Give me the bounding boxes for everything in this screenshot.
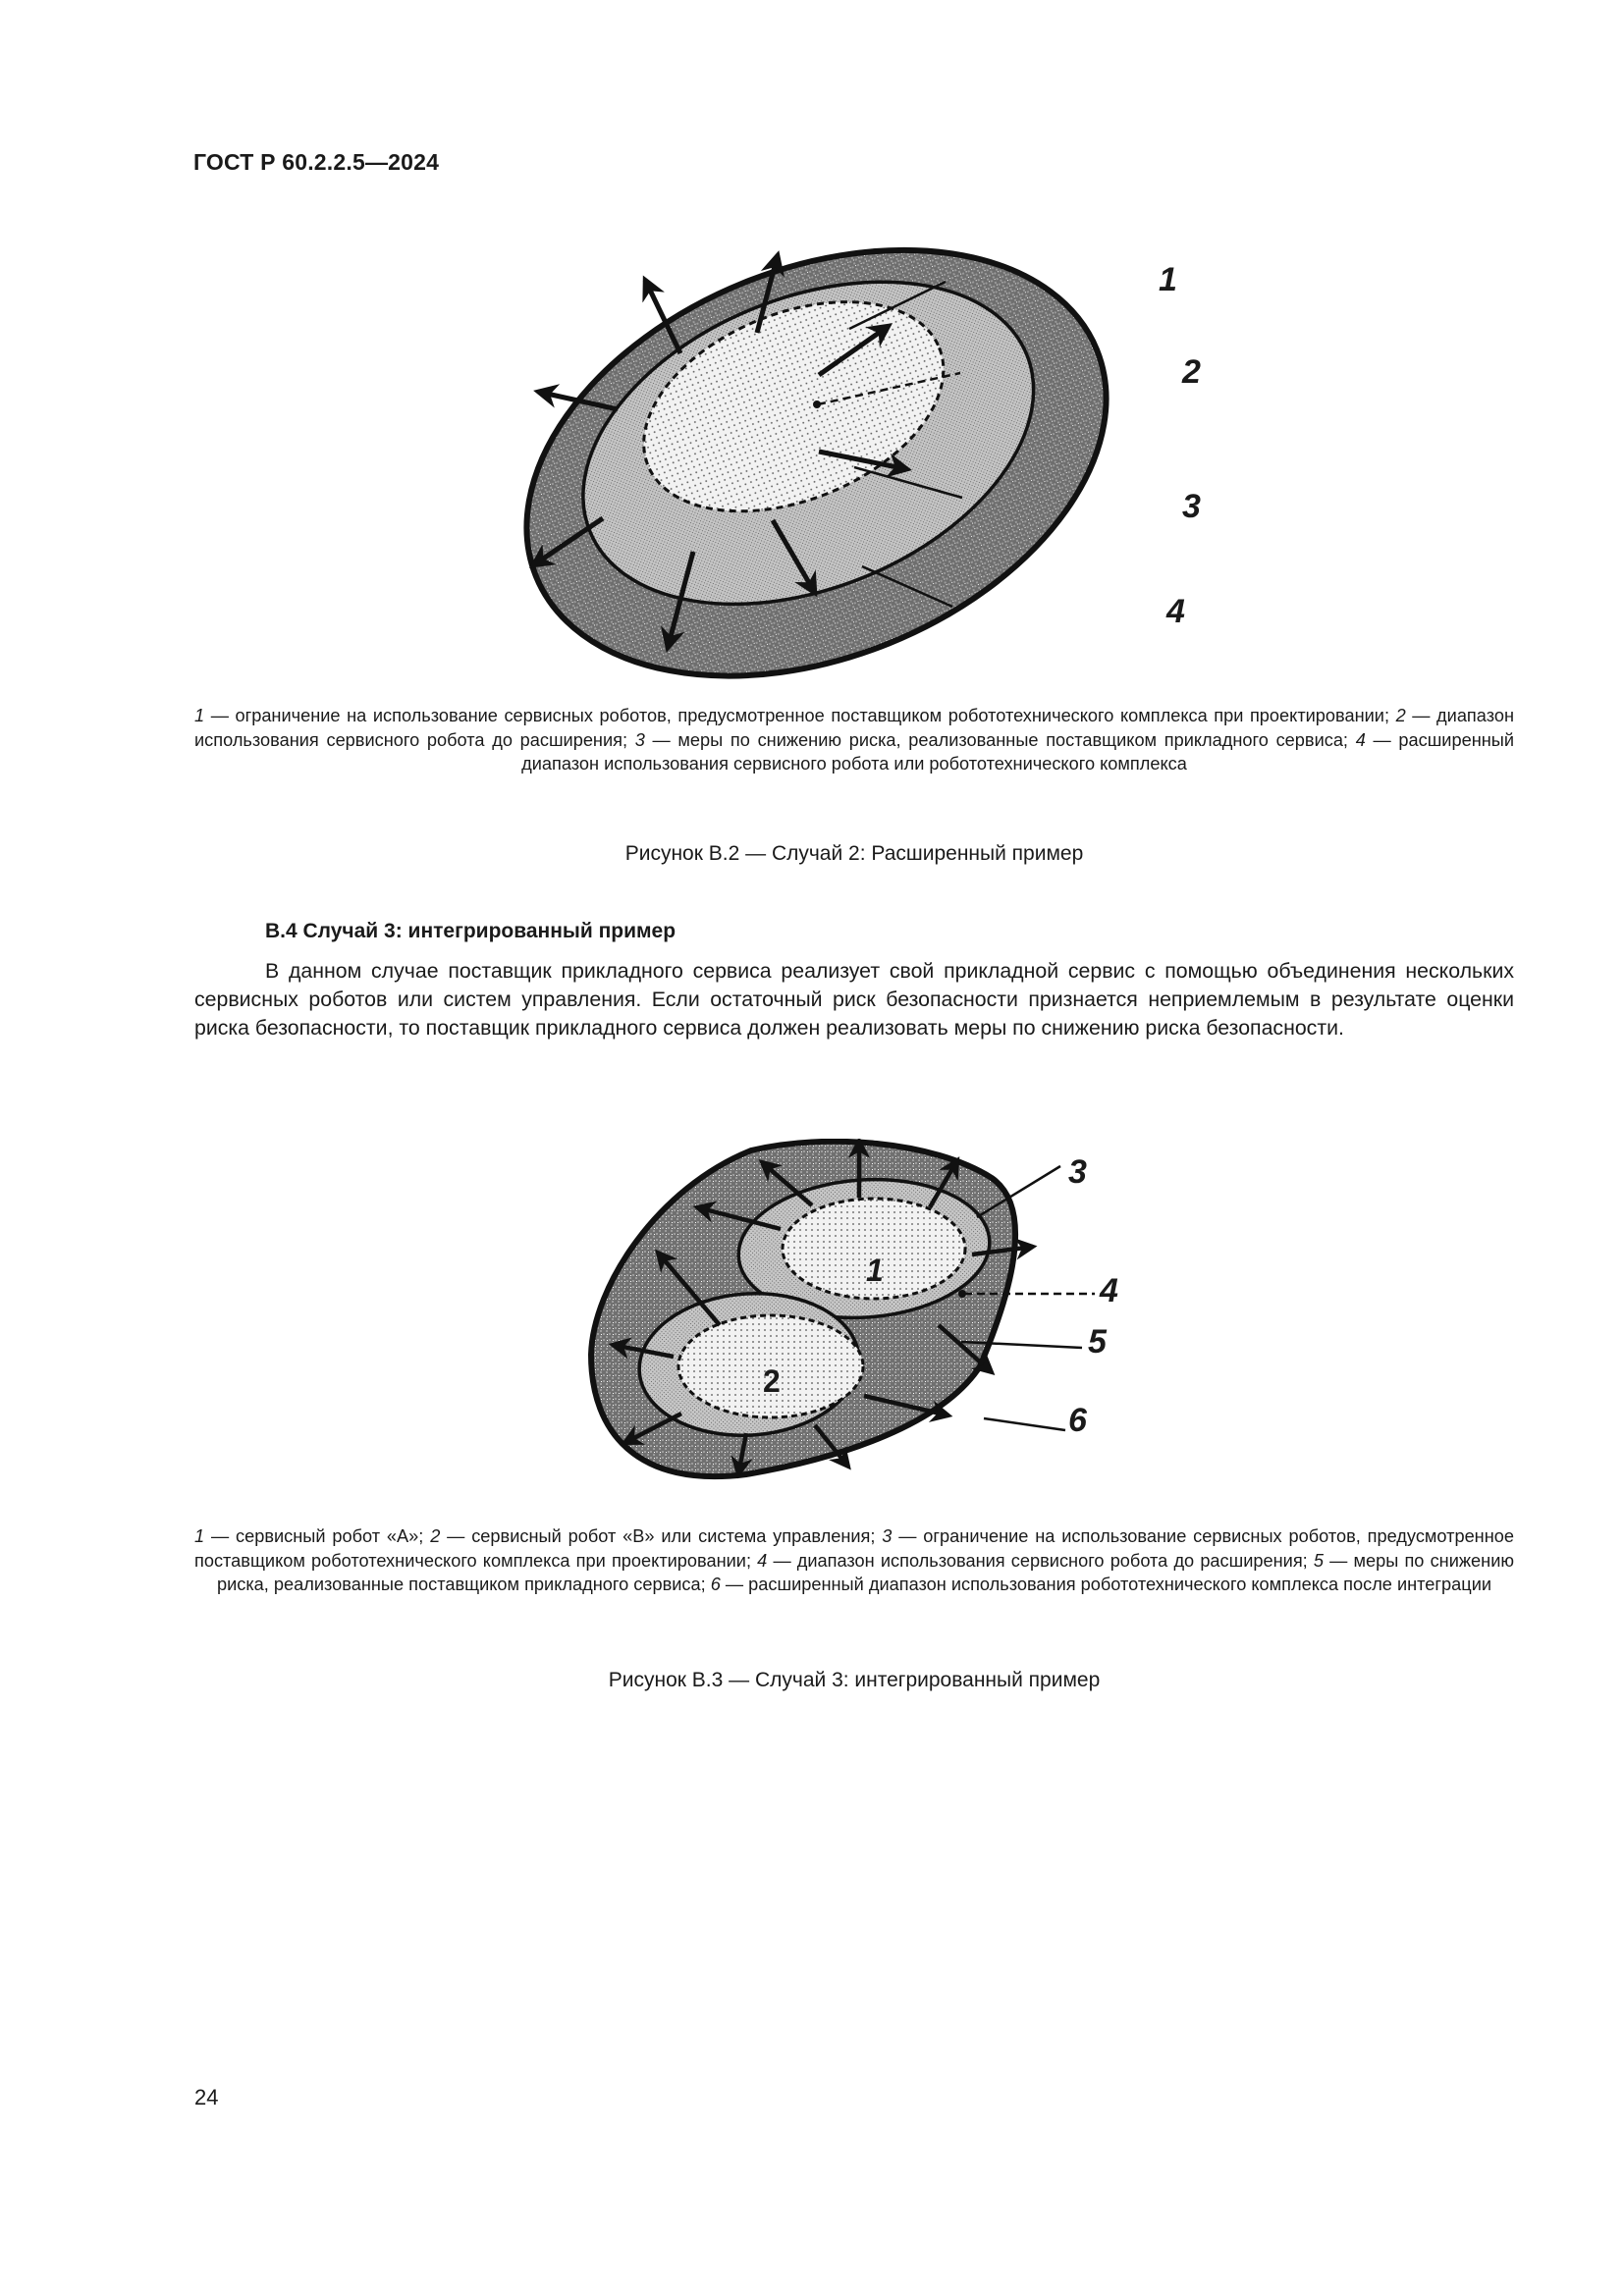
legend-num: 1 (194, 706, 205, 725)
figure-b2-caption: Рисунок В.2 — Случай 2: Расширенный пример (624, 842, 1084, 865)
legend-num: 5 (1313, 1550, 1325, 1571)
point-marker (813, 400, 821, 408)
figure-b3-diagram (579, 1139, 1149, 1502)
legend-num: 2 (1395, 706, 1406, 725)
leader-line-6 (984, 1418, 1065, 1430)
legend-num: 6 (710, 1575, 721, 1595)
figure-b2-legend (194, 704, 1514, 776)
figure-b3-legend (194, 1524, 1514, 1597)
legend-text: — меры по снижению риска, реализованные поставщиком прикладного сервиса; (644, 729, 1356, 750)
section-heading: В.4 Случай 3: интегрированный пример (265, 920, 677, 942)
label-4: 4 (1166, 593, 1185, 630)
legend-text: — расширенный диапазон использования робототехнического комплекса после интеграции (720, 1575, 1492, 1595)
legend-text: — ограничение на использование сервисных роботов, предусмотренное поставщиком робототехнического комплекса при проектировании; (204, 706, 1396, 725)
legend-text: — сервисный робот «В» или система управления; (440, 1526, 883, 1546)
legend-text: — расширенный диапазон использования сервисного робота или робототехнического комплекса (521, 729, 1515, 774)
figure-b3-caption: Рисунок В.3 — Случай 3: интегрированный пример (608, 1669, 1101, 1691)
legend-text: — сервисный робот «А»; (204, 1526, 431, 1546)
legend-num: 2 (430, 1526, 441, 1546)
label-3: 3 (1182, 488, 1201, 525)
inner-label-2: 2 (763, 1363, 781, 1399)
figure-b2-diagram (491, 236, 1237, 687)
page-number: 24 (194, 2085, 219, 2109)
section-paragraph: В данном случае поставщик прикладного сервиса реализует свой прикладной сервис с помощью объединения нескольких сервисных роботов или систем управления. Если остаточный риск безопасности признается неприемлемым в результате оценки риска безопасности, то поставщик прикладного сервиса должен реализовать меры по снижению риска безопасности. (194, 959, 1514, 1040)
label-2: 2 (1182, 353, 1201, 391)
label-3: 3 (1068, 1153, 1087, 1191)
legend-num: 4 (1355, 729, 1366, 750)
legend-text: — диапазон использования сервисного робота до расширения; (194, 706, 1514, 750)
legend-text: — диапазон использования сервисного робота до расширения; (767, 1550, 1314, 1571)
label-5: 5 (1088, 1323, 1107, 1361)
label-4: 4 (1100, 1272, 1118, 1309)
label-6: 6 (1068, 1402, 1087, 1439)
document-header: ГОСТ Р 60.2.2.5—2024 (193, 149, 440, 175)
legend-num: 1 (194, 1526, 205, 1546)
label-1: 1 (1159, 261, 1177, 298)
inner-label-1: 1 (866, 1253, 884, 1288)
legend-text: — ограничение на использование сервисных роботов, предусмотренное поставщиком робототехнического комплекса при проектировании; (194, 1526, 1515, 1571)
legend-num: 4 (757, 1550, 768, 1571)
legend-text: — меры по снижению риска, реализованные поставщиком прикладного сервиса; (216, 1550, 1514, 1595)
legend-num: 3 (882, 1526, 893, 1546)
legend-num: 3 (634, 729, 645, 750)
